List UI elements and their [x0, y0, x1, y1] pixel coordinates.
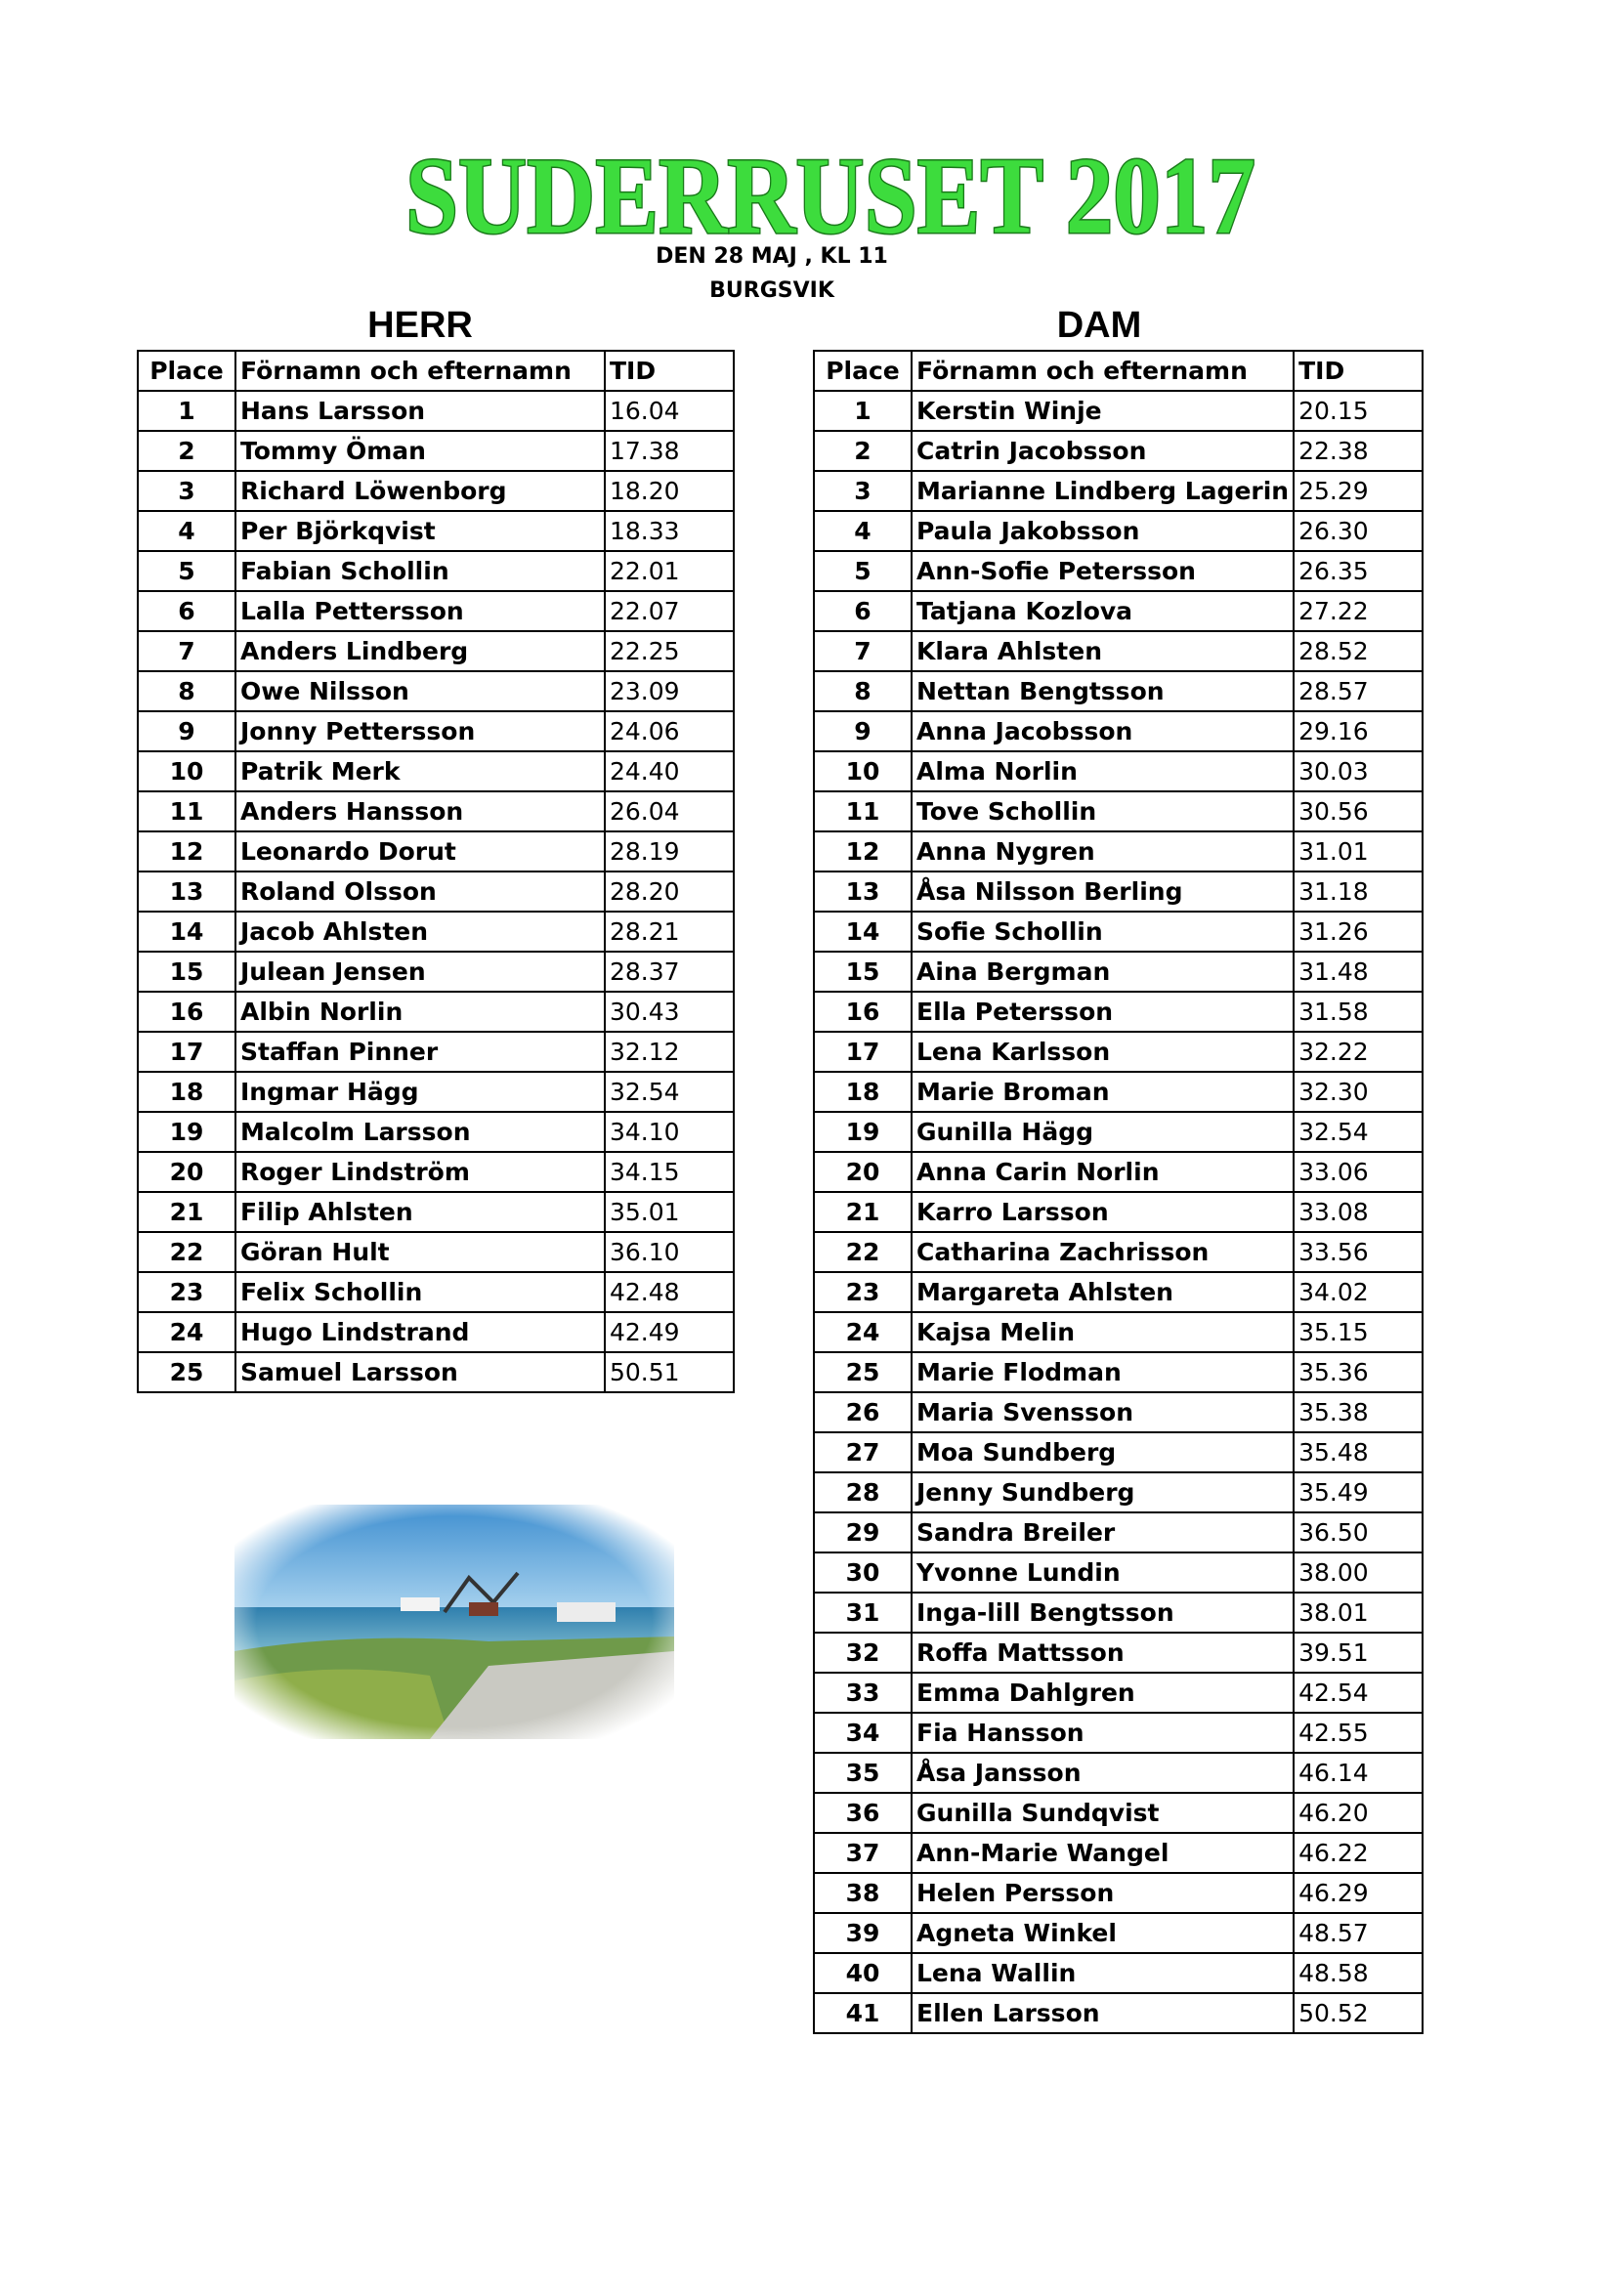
name-cell: Leonardo Dorut	[235, 831, 605, 872]
place-cell: 10	[814, 751, 912, 791]
table-row	[814, 551, 1423, 591]
name-cell: Karro Larsson	[912, 1192, 1294, 1232]
place-cell: 17	[138, 1032, 235, 1072]
name-cell: Maria Svensson	[912, 1392, 1294, 1432]
name-cell: Gunilla Sundqvist	[912, 1793, 1294, 1833]
table-row	[814, 952, 1423, 992]
place-cell: 34	[814, 1713, 912, 1753]
time-cell: 35.49	[1294, 1472, 1423, 1512]
time-cell: 31.26	[1294, 912, 1423, 952]
place-cell: 20	[138, 1152, 235, 1192]
name-cell: Catharina Zachrisson	[912, 1232, 1294, 1272]
time-cell: 50.52	[1294, 1993, 1423, 2033]
table-row	[138, 1232, 734, 1272]
table-row	[814, 1032, 1423, 1072]
time-cell: 24.40	[605, 751, 734, 791]
table-row	[138, 872, 734, 912]
table-row	[814, 1913, 1423, 1953]
name-cell: Klara Ahlsten	[912, 631, 1294, 671]
table-row	[814, 791, 1423, 831]
name-cell: Marianne Lindberg Lagerin	[912, 471, 1294, 511]
time-cell: 46.29	[1294, 1873, 1423, 1913]
time-cell: 42.49	[605, 1312, 734, 1352]
name-cell: Julean Jensen	[235, 952, 605, 992]
place-cell: 7	[138, 631, 235, 671]
time-cell: 28.37	[605, 952, 734, 992]
table-row	[814, 1352, 1423, 1392]
time-cell: 36.50	[1294, 1512, 1423, 1552]
name-cell: Jenny Sundberg	[912, 1472, 1294, 1512]
name-cell: Felix Schollin	[235, 1272, 605, 1312]
table-row	[138, 1312, 734, 1352]
table-row	[814, 1793, 1423, 1833]
name-cell: Alma Norlin	[912, 751, 1294, 791]
table-row	[138, 952, 734, 992]
place-cell: 5	[138, 551, 235, 591]
name-cell: Aina Bergman	[912, 952, 1294, 992]
time-cell: 32.22	[1294, 1032, 1423, 1072]
table-row	[814, 511, 1423, 551]
time-cell: 50.51	[605, 1352, 734, 1392]
table-row	[138, 471, 734, 511]
time-cell: 36.10	[605, 1232, 734, 1272]
place-cell: 38	[814, 1873, 912, 1913]
time-cell: 32.54	[605, 1072, 734, 1112]
time-cell: 48.57	[1294, 1913, 1423, 1953]
table-row	[814, 1312, 1423, 1352]
place-cell: 11	[138, 791, 235, 831]
name-cell: Anna Nygren	[912, 831, 1294, 872]
table-row	[138, 751, 734, 791]
table-row	[814, 1833, 1423, 1873]
time-cell: 34.15	[605, 1152, 734, 1192]
name-cell: Marie Flodman	[912, 1352, 1294, 1392]
place-cell: 22	[814, 1232, 912, 1272]
table-row	[138, 1112, 734, 1152]
name-cell: Roffa Mattsson	[912, 1633, 1294, 1673]
time-cell: 18.33	[605, 511, 734, 551]
table-row	[138, 1192, 734, 1232]
name-cell: Kajsa Melin	[912, 1312, 1294, 1352]
place-cell: 24	[814, 1312, 912, 1352]
place-cell: 16	[138, 992, 235, 1032]
place-cell: 40	[814, 1953, 912, 1993]
column-header-name: Förnamn och efternamn	[235, 351, 605, 391]
time-cell: 28.52	[1294, 631, 1423, 671]
table-row	[138, 1072, 734, 1112]
table-row	[814, 872, 1423, 912]
time-cell: 31.48	[1294, 952, 1423, 992]
place-cell: 17	[814, 1032, 912, 1072]
time-cell: 24.06	[605, 711, 734, 751]
table-header-row	[138, 351, 734, 391]
table-row	[138, 391, 734, 431]
place-cell: 32	[814, 1633, 912, 1673]
name-cell: Ingmar Hägg	[235, 1072, 605, 1112]
dam-heading: DAM	[1056, 305, 1142, 346]
table-row	[814, 831, 1423, 872]
table-row	[814, 1112, 1423, 1152]
time-cell: 28.57	[1294, 671, 1423, 711]
place-cell: 15	[814, 952, 912, 992]
name-cell: Inga-lill Bengtsson	[912, 1593, 1294, 1633]
name-cell: Staffan Pinner	[235, 1032, 605, 1072]
table-row	[814, 1152, 1423, 1192]
herr-heading: HERR	[367, 305, 473, 346]
name-cell: Anders Lindberg	[235, 631, 605, 671]
page-title	[391, 137, 1270, 254]
time-cell: 35.36	[1294, 1352, 1423, 1392]
name-cell: Tommy Öman	[235, 431, 605, 471]
name-cell: Lalla Pettersson	[235, 591, 605, 631]
title-text: SUDERRUSET 2017	[405, 137, 1255, 254]
column-header-place: Place	[814, 351, 912, 391]
event-date: DEN 28 MAJ , KL 11	[656, 244, 888, 269]
place-cell: 37	[814, 1833, 912, 1873]
place-cell: 8	[814, 671, 912, 711]
table-row	[814, 711, 1423, 751]
time-cell: 33.08	[1294, 1192, 1423, 1232]
place-cell: 4	[138, 511, 235, 551]
time-cell: 22.01	[605, 551, 734, 591]
place-cell: 30	[814, 1552, 912, 1593]
table-row	[138, 551, 734, 591]
name-cell: Åsa Jansson	[912, 1753, 1294, 1793]
place-cell: 35	[814, 1753, 912, 1793]
time-cell: 33.06	[1294, 1152, 1423, 1192]
table-row	[814, 1593, 1423, 1633]
time-cell: 28.21	[605, 912, 734, 952]
table-row	[814, 471, 1423, 511]
column-header-time: TID	[605, 351, 734, 391]
table-row	[814, 1192, 1423, 1232]
place-cell: 19	[138, 1112, 235, 1152]
place-cell: 25	[138, 1352, 235, 1392]
time-cell: 17.38	[605, 431, 734, 471]
place-cell: 25	[814, 1352, 912, 1392]
name-cell: Jacob Ahlsten	[235, 912, 605, 952]
place-cell: 12	[814, 831, 912, 872]
table-row	[138, 431, 734, 471]
name-cell: Göran Hult	[235, 1232, 605, 1272]
name-cell: Margareta Ahlsten	[912, 1272, 1294, 1312]
name-cell: Tatjana Kozlova	[912, 591, 1294, 631]
place-cell: 13	[138, 872, 235, 912]
herr-table-body	[138, 391, 734, 1392]
place-cell: 11	[814, 791, 912, 831]
place-cell: 20	[814, 1152, 912, 1192]
time-cell: 27.22	[1294, 591, 1423, 631]
table-row	[138, 992, 734, 1032]
table-row	[814, 1272, 1423, 1312]
table-row	[814, 391, 1423, 431]
place-cell: 33	[814, 1673, 912, 1713]
place-cell: 16	[814, 992, 912, 1032]
column-header-time: TID	[1294, 351, 1423, 391]
time-cell: 32.30	[1294, 1072, 1423, 1112]
time-cell: 46.20	[1294, 1793, 1423, 1833]
place-cell: 39	[814, 1913, 912, 1953]
place-cell: 18	[138, 1072, 235, 1112]
place-cell: 2	[138, 431, 235, 471]
table-row	[814, 912, 1423, 952]
place-cell: 9	[814, 711, 912, 751]
table-row	[814, 1072, 1423, 1112]
name-cell: Kerstin Winje	[912, 391, 1294, 431]
table-row	[138, 1032, 734, 1072]
place-cell: 14	[138, 912, 235, 952]
name-cell: Richard Löwenborg	[235, 471, 605, 511]
place-cell: 21	[814, 1192, 912, 1232]
event-location: BURGSVIK	[709, 278, 834, 303]
name-cell: Nettan Bengtsson	[912, 671, 1294, 711]
time-cell: 46.22	[1294, 1833, 1423, 1873]
time-cell: 34.10	[605, 1112, 734, 1152]
name-cell: Samuel Larsson	[235, 1352, 605, 1392]
time-cell: 35.48	[1294, 1432, 1423, 1472]
name-cell: Ann-Marie Wangel	[912, 1833, 1294, 1873]
name-cell: Anna Carin Norlin	[912, 1152, 1294, 1192]
table-row	[814, 751, 1423, 791]
table-row	[814, 1673, 1423, 1713]
table-row	[814, 1873, 1423, 1913]
time-cell: 30.43	[605, 992, 734, 1032]
place-cell: 12	[138, 831, 235, 872]
table-row	[814, 1392, 1423, 1432]
time-cell: 22.07	[605, 591, 734, 631]
place-cell: 19	[814, 1112, 912, 1152]
dam-results-table	[813, 350, 1424, 2034]
place-cell: 28	[814, 1472, 912, 1512]
time-cell: 22.38	[1294, 431, 1423, 471]
place-cell: 22	[138, 1232, 235, 1272]
name-cell: Emma Dahlgren	[912, 1673, 1294, 1713]
time-cell: 25.29	[1294, 471, 1423, 511]
place-cell: 2	[814, 431, 912, 471]
time-cell: 42.54	[1294, 1673, 1423, 1713]
table-row	[138, 791, 734, 831]
time-cell: 35.01	[605, 1192, 734, 1232]
place-cell: 26	[814, 1392, 912, 1432]
time-cell: 23.09	[605, 671, 734, 711]
table-row	[814, 1432, 1423, 1472]
time-cell: 29.16	[1294, 711, 1423, 751]
time-cell: 39.51	[1294, 1633, 1423, 1673]
time-cell: 22.25	[605, 631, 734, 671]
name-cell: Filip Ahlsten	[235, 1192, 605, 1232]
table-row	[814, 1472, 1423, 1512]
name-cell: Fia Hansson	[912, 1713, 1294, 1753]
place-cell: 3	[138, 471, 235, 511]
table-row	[138, 711, 734, 751]
place-cell: 1	[814, 391, 912, 431]
time-cell: 33.56	[1294, 1232, 1423, 1272]
time-cell: 48.58	[1294, 1953, 1423, 1993]
place-cell: 23	[138, 1272, 235, 1312]
place-cell: 27	[814, 1432, 912, 1472]
name-cell: Ann-Sofie Petersson	[912, 551, 1294, 591]
table-row	[814, 1552, 1423, 1593]
table-row	[138, 1272, 734, 1312]
table-row	[138, 912, 734, 952]
name-cell: Roger Lindström	[235, 1152, 605, 1192]
time-cell: 31.01	[1294, 831, 1423, 872]
table-row	[814, 992, 1423, 1032]
table-row	[138, 591, 734, 631]
name-cell: Ella Petersson	[912, 992, 1294, 1032]
name-cell: Ellen Larsson	[912, 1993, 1294, 2033]
time-cell: 31.58	[1294, 992, 1423, 1032]
table-row	[814, 1753, 1423, 1793]
name-cell: Tove Schollin	[912, 791, 1294, 831]
time-cell: 34.02	[1294, 1272, 1423, 1312]
name-cell: Hans Larsson	[235, 391, 605, 431]
time-cell: 30.56	[1294, 791, 1423, 831]
place-cell: 41	[814, 1993, 912, 2033]
name-cell: Sandra Breiler	[912, 1512, 1294, 1552]
time-cell: 18.20	[605, 471, 734, 511]
table-row	[814, 1232, 1423, 1272]
place-cell: 8	[138, 671, 235, 711]
table-row	[814, 671, 1423, 711]
name-cell: Owe Nilsson	[235, 671, 605, 711]
place-cell: 13	[814, 872, 912, 912]
time-cell: 20.15	[1294, 391, 1423, 431]
time-cell: 26.30	[1294, 511, 1423, 551]
name-cell: Åsa Nilsson Berling	[912, 872, 1294, 912]
time-cell: 32.54	[1294, 1112, 1423, 1152]
place-cell: 23	[814, 1272, 912, 1312]
place-cell: 18	[814, 1072, 912, 1112]
table-header-row	[814, 351, 1423, 391]
herr-results-table	[137, 350, 735, 1393]
place-cell: 9	[138, 711, 235, 751]
table-row	[138, 831, 734, 872]
name-cell: Marie Broman	[912, 1072, 1294, 1112]
time-cell: 38.01	[1294, 1593, 1423, 1633]
place-cell: 7	[814, 631, 912, 671]
place-cell: 5	[814, 551, 912, 591]
name-cell: Lena Wallin	[912, 1953, 1294, 1993]
column-header-place: Place	[138, 351, 235, 391]
table-row	[814, 431, 1423, 471]
place-cell: 3	[814, 471, 912, 511]
table-row	[814, 1953, 1423, 1993]
time-cell: 26.35	[1294, 551, 1423, 591]
name-cell: Catrin Jacobsson	[912, 431, 1294, 471]
place-cell: 24	[138, 1312, 235, 1352]
name-cell: Moa Sundberg	[912, 1432, 1294, 1472]
table-row	[138, 511, 734, 551]
time-cell: 42.48	[605, 1272, 734, 1312]
table-row	[138, 1352, 734, 1392]
name-cell: Agneta Winkel	[912, 1913, 1294, 1953]
column-header-name: Förnamn och efternamn	[912, 351, 1294, 391]
time-cell: 35.15	[1294, 1312, 1423, 1352]
name-cell: Roland Olsson	[235, 872, 605, 912]
place-cell: 6	[138, 591, 235, 631]
name-cell: Lena Karlsson	[912, 1032, 1294, 1072]
name-cell: Fabian Schollin	[235, 551, 605, 591]
name-cell: Anders Hansson	[235, 791, 605, 831]
name-cell: Hugo Lindstrand	[235, 1312, 605, 1352]
name-cell: Albin Norlin	[235, 992, 605, 1032]
name-cell: Helen Persson	[912, 1873, 1294, 1913]
place-cell: 15	[138, 952, 235, 992]
time-cell: 35.38	[1294, 1392, 1423, 1432]
name-cell: Paula Jakobsson	[912, 511, 1294, 551]
name-cell: Patrik Merk	[235, 751, 605, 791]
place-cell: 6	[814, 591, 912, 631]
name-cell: Anna Jacobsson	[912, 711, 1294, 751]
table-row	[138, 631, 734, 671]
dam-table-body	[814, 391, 1423, 2033]
table-row	[814, 1512, 1423, 1552]
name-cell: Jonny Pettersson	[235, 711, 605, 751]
place-cell: 14	[814, 912, 912, 952]
time-cell: 38.00	[1294, 1552, 1423, 1593]
place-cell: 21	[138, 1192, 235, 1232]
harbor-photo	[234, 1505, 674, 1739]
time-cell: 26.04	[605, 791, 734, 831]
name-cell: Sofie Schollin	[912, 912, 1294, 952]
table-row	[138, 671, 734, 711]
name-cell: Gunilla Hägg	[912, 1112, 1294, 1152]
name-cell: Yvonne Lundin	[912, 1552, 1294, 1593]
time-cell: 16.04	[605, 391, 734, 431]
table-row	[814, 591, 1423, 631]
time-cell: 46.14	[1294, 1753, 1423, 1793]
table-row	[814, 631, 1423, 671]
name-cell: Per Björkqvist	[235, 511, 605, 551]
place-cell: 1	[138, 391, 235, 431]
table-row	[814, 1713, 1423, 1753]
time-cell: 30.03	[1294, 751, 1423, 791]
time-cell: 28.19	[605, 831, 734, 872]
place-cell: 29	[814, 1512, 912, 1552]
place-cell: 4	[814, 511, 912, 551]
name-cell: Malcolm Larsson	[235, 1112, 605, 1152]
time-cell: 28.20	[605, 872, 734, 912]
time-cell: 42.55	[1294, 1713, 1423, 1753]
time-cell: 31.18	[1294, 872, 1423, 912]
table-row	[138, 1152, 734, 1192]
place-cell: 36	[814, 1793, 912, 1833]
table-row	[814, 1633, 1423, 1673]
time-cell: 32.12	[605, 1032, 734, 1072]
place-cell: 31	[814, 1593, 912, 1633]
table-row	[814, 1993, 1423, 2033]
place-cell: 10	[138, 751, 235, 791]
